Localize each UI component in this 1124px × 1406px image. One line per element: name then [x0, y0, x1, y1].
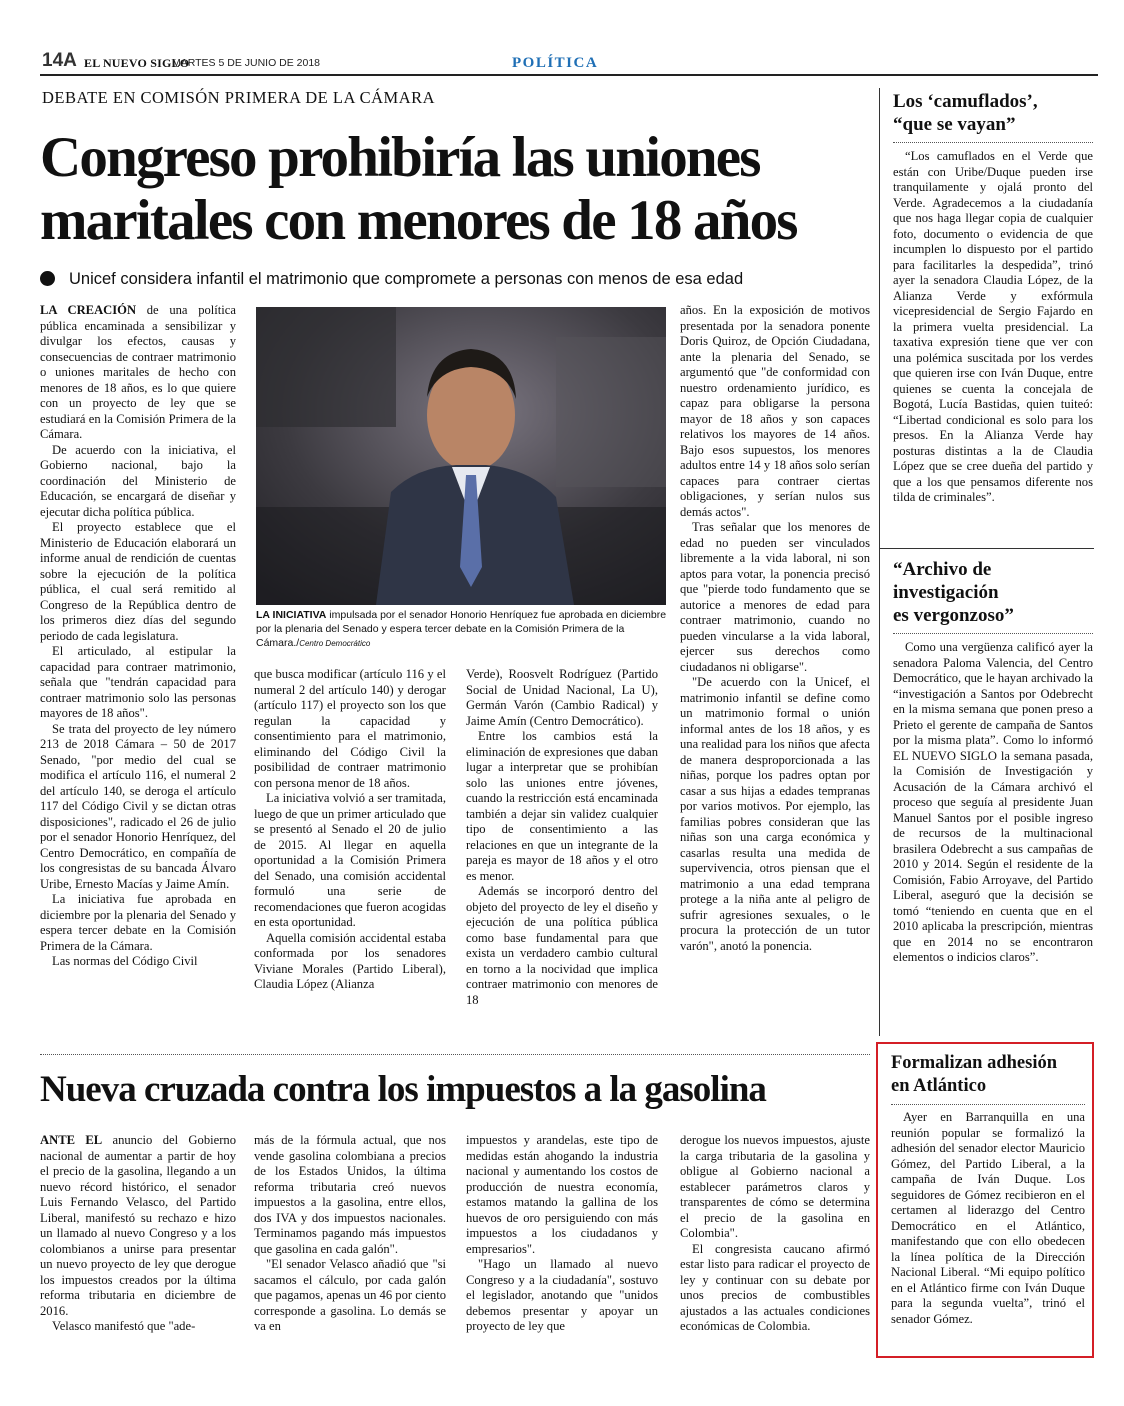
- paragraph: [40, 303, 236, 443]
- paragraph: Las normas del Código Civil: [52, 954, 198, 968]
- second-column-2: [254, 1133, 446, 1335]
- paragraph: Tras señalar que los menores de edad no pueden ser vinculados libremente a la vida laboral, ni son aptos para votar, la ponencia precisó que "pierde todo fundamento que se autorice a menores de edad para contraer matrimonio, cuando no pueden vincularse a la vida laboral, ejercer sus derechos como ciudadanos ni obligarse".: [680, 520, 870, 674]
- caption-text: impulsada por el senador Honorio Henríquez fue aprobada en diciembre por la plenaria del Senado y espera tercer debate en la Comisión Primera de la Cámara./: [256, 609, 667, 649]
- page-number: 14A: [42, 50, 77, 71]
- sidebar-title-line: “Archivo de: [893, 559, 992, 580]
- sidebar-box-camuflados: [893, 90, 1093, 506]
- sidebar-rule: [879, 88, 880, 548]
- story-divider: [40, 1054, 870, 1055]
- sidebar-title-line: Formalizan adhesión: [891, 1053, 1057, 1073]
- sidebar-text: [891, 1110, 1085, 1327]
- sidebar-box-rule: [880, 548, 1094, 549]
- paragraph: [40, 1133, 236, 1319]
- paragraph: derogue los nuevos impuestos, ajuste la carga tributaria de la gasolina y obligue al Gobierno nacional a establecer parámetros claros y transparentes de cómo se determina el precio de la gasolina en Colombia".: [680, 1133, 870, 1240]
- paragraph: La iniciativa volvió a ser tramitada, luego de que un primer articulado que se presentó al Senado el 20 de julio de 2015. Al llegar en aquella oportunidad a la Comisión Primera del Senado, una comisión accidental formuló una serie de recomendaciones que fueron acogidas en esta oportunidad.: [254, 791, 446, 929]
- senator-photo-icon: [256, 307, 666, 605]
- main-headline: [40, 126, 860, 252]
- main-headline-line2: maritales con menores de 18 años: [40, 189, 797, 252]
- second-column-4: [680, 1133, 870, 1335]
- photo-caption: [256, 608, 668, 651]
- main-column-4: [680, 303, 870, 954]
- lead-caps: LA CREACIÓN: [40, 303, 137, 317]
- main-column-2: [254, 667, 446, 993]
- paragraph: De acuerdo con la iniciativa, el Gobierno nacional, bajo la coordinación del Ministerio de Educación, se encargará de diseñar y ejecutar dicha política pública.: [40, 442, 236, 519]
- sidebar-title-line: Los ‘camuflados’,: [893, 91, 1038, 112]
- paragraph: El articulado, al estipular la capacidad para contraer matrimonio, señala que "tendrán capacidad para contraer matrimonio solo las personas mayores de 18 años".: [40, 644, 236, 720]
- caption-lead: LA INICIATIVA: [256, 609, 327, 621]
- second-column-1: [40, 1133, 236, 1335]
- paragraph: Verde), Roosvelt Rodríguez (Partido Social de Unidad Nacional, La U), Germán Varón (Cambio Radical) y Jaime Amín (Centro Democrático).: [466, 667, 658, 728]
- sidebar-divider: [893, 142, 1093, 143]
- paragraph: Se trata del proyecto de ley número 213 de 2018 Cámara – 50 de 2017 Senado, "por medio del cual se modifica el artículo 116, el numeral 2 del artículo 140, se deroga el artículo 117 del Código Civil y se dictan otras disposiciones", radicado el 26 de julio por el senador Honorio Henríquez, del Centro Democrático, en compañía de los congresistas de su bancada Álvaro Uribe, Ernesto Macías y Jaime Amín.: [40, 721, 236, 891]
- paragraph: “Los camuflados en el Verde que están con Uribe/Duque pueden irse tranquilamente y ojalá pronto del Verde. Agradecemos a la ciudadanía que nos haga llegar copia de cualquier foto, documento o evidencia de que incumplen lo dispuesto por el partido para facilitarles la despedida”, trinó ayer la senadora Claudia López, de la Alianza Verde y exfórmula vicepresidencial de Sergio Fajardo en la primera vuelta presidencial. La taxativa expresión tiene que ver con una polémica suscitada por los verdes que quieren irse con Iván Duque, entre quienes se cuenta la concejala de Bogotá, Lucía Bastidas, quien tuiteó: “Libertad condicional es solo para los presos. En la Alianza Verde hay posturas distintas a la de Claudia López que se cree dueña del partido y que a los que pensamos diferente nos tilda de criminales”.: [893, 149, 1093, 504]
- paragraph: "De acuerdo con la Unicef, el matrimonio infantil se define como un matrimonio formal o unión informal antes de los 18 años, y es una realidad para los niños que afecta de manera desproporcionada a las niñas, porque los padres optan por casar a sus hijas a edades tempranas por varios motivos. Por ejemplo, las familias pobres consideran que las niñas son una carga económica y casarlas resulta una medida de supervivencia, otros piensan que el matrimonio a una edad temprana protege a la niña ante al peligro de sufrir agresiones sexuales, o le procura la protección de un tutor varón", anotó la ponencia.: [680, 675, 870, 953]
- sidebar-box-archivo: [893, 558, 1093, 966]
- main-column-3: [466, 667, 658, 1008]
- paragraph: años. En la exposición de motivos presentada por la senadora ponente Doris Quiroz, de Opción Ciudadana, ante la plenaria del Senado, se argumentó que "de conformidad con nuestro ordenamiento jurídico, es capaz para obligarse la persona mayor de 18 años y son capaces relativos los mayores de 14 años. Bajo esos supuestos, los menores adultos entre 14 y 18 años solo serían capaces para contraer ciertas obligaciones, y serían nulos sus demás actos".: [680, 303, 870, 519]
- paragraph: El congresista caucano afirmó estar listo para radicar el proyecto de ley y continuar con su debate por unos precios de combustibles ajustados a las actuales condiciones económicas de Colombia.: [680, 1241, 870, 1333]
- second-headline: Nueva cruzada contra los impuestos a la gasolina: [40, 1069, 766, 1110]
- bullet-icon: [40, 271, 55, 286]
- main-headline-line1: Congreso prohibiría las uniones: [40, 126, 760, 189]
- paragraph-text: de una política pública encaminada a sensibilizar y divulgar los efectos, causas y consecuencias de contraer matrimonio o uniones maritales de hecho con menores de 18 años, es lo que quiere con un proyecto de ley que se estudiará en la Comisión Primera de la Cámara.: [40, 303, 236, 441]
- photo-senator: [256, 307, 666, 605]
- sidebar-rule: [879, 548, 880, 1036]
- paragraph: Como una vergüenza calificó ayer la senadora Paloma Valencia, del Centro Democrático, que le hayan archivado la “investigación a Santos por Odebrecht en la misma semana que ponen preso a Prieto el gerente de campaña de Santos por la misma plata”. Como lo informó EL NUEVO SIGLO la semana pasada, la Comisión de Investigación y Acusación de la Cámara archivó el proceso que seguía al presidente Juan Manuel Santos por el posible ingreso de recursos de la multinacional brasilera Odebrecht a sus campañas de 2010 y 2014. Según el residente de la Comisión, Fabio Arroyave, del Partido Liberal, aseguró que la decisión se tomó “teniendo en cuenta que en el 2010 aplicaba la prescripción, mientras que en 2014 no se encontraron elementos o indicios claros”.: [893, 640, 1094, 964]
- paragraph: "El senador Velasco añadió que "si sacamos el cálculo, por cada galón que pagamos, apenas un 46 por ciento corresponde a gasolina. Lo demás se va en: [254, 1257, 446, 1333]
- sidebar-title-line: es vergonzoso”: [893, 605, 1014, 626]
- sidebar-title-line: “que se vayan”: [893, 114, 1016, 135]
- newspaper-name: EL NUEVO SIGLO: [84, 56, 190, 70]
- sidebar-text: [893, 640, 1093, 966]
- sidebar-divider: [893, 633, 1093, 634]
- main-column-1: [40, 303, 236, 970]
- issue-date: MARTES 5 DE JUNIO DE 2018: [172, 57, 321, 69]
- header-rule: [40, 74, 1098, 76]
- paragraph: El proyecto establece que el Ministerio de Educación elaborará un informe anual de rendición de cuentas sobre la ejecución de la política pública, el cual será remitido al Congreso de la República dentro de los primeros diez días del segundo periodo de cada legislatura.: [40, 520, 236, 643]
- main-kicker: DEBATE EN COMISÓN PRIMERA DE LA CÁMARA: [42, 88, 436, 107]
- paragraph: Además se incorporó dentro del objeto del proyecto de ley el diseño y ejecución de una política pública como base fundamental para que exista un verdadero cambio cultural en torno a la nocividad que implica contraer matrimonio con menores de 18: [466, 884, 658, 1007]
- paragraph: Ayer en Barranquilla en una reunión popular se formalizó la adhesión del senador elector Mauricio Gómez, del Partido Liberal, a la campaña de Iván Duque. Los seguidores de Gómez recibieron en el certamen al liderazgo del Centro Democrático en el Atlántico, manifestando que con ello obedecen la línea política de la Dirección Nacional Liberal. “Mi equipo político en el Atlántico firme con Iván Duque para la segunda vuelta”, trinó el senador Gómez.: [891, 1110, 1085, 1326]
- paragraph: La iniciativa fue aprobada en diciembre por la plenaria del Senado y espera tercer debate en la Comisión Primera de la Cámara.: [40, 892, 236, 953]
- sidebar-title-line: en Atlántico: [891, 1076, 987, 1096]
- paragraph: Aquella comisión accidental estaba conformada por los senadores Viviane Morales (Partido Liberal), Claudia López (Alianza: [254, 930, 446, 991]
- paragraph: más de la fórmula actual, que nos vende gasolina colombiana a precios de los Estados Unidos, la última reforma tributaria creó nuevos impuestos a la gasolina, entre ellos, dos IVA y dos impuestos nacionales. Terminamos pagando más impuestos que gasolina en cada galón".: [254, 1133, 446, 1256]
- sidebar-divider: [891, 1104, 1085, 1105]
- sidebar-text: [893, 149, 1093, 506]
- section-label: POLÍTICA: [512, 55, 599, 71]
- sidebar-title-line: investigación: [893, 582, 999, 603]
- paragraph-text: anuncio del Gobierno nacional de aumentar a partir de hoy el precio de la gasolina, llegando a un nuevo récord histórico, el senador Luis Fernando Velasco, del Partido Liberal, manifestó su rechazo e hizo un llamado al nuevo Congreso y a los colombianos a unirse para presentar un nuevo proyecto de ley que derogue los impuestos creados por la última reforma tributaria en diciembre de 2016.: [40, 1133, 236, 1318]
- paragraph: "Hago un llamado al nuevo Congreso y a la ciudadanía", sostuvo el legislador, anotando que "unidos debemos presentar y apoyar un proyecto de ley que: [466, 1257, 658, 1333]
- paragraph: Entre los cambios está la eliminación de expresiones que daban lugar a interpretar que se prohibían solo las uniones entre jóvenes, cuando la restricción está encaminada también a dejar sin validez cualquier tipo de consentimiento a las relaciones en que un integrante de la pareja es mayor de 18 años y el otro es menor.: [466, 729, 658, 883]
- sidebar-title: [891, 1052, 1085, 1098]
- main-subdeck: [40, 270, 743, 289]
- paragraph: que busca modificar (artículo 116 y el numeral 2 del artículo 140) y derogar (artículo 117) el proyecto son los que regulan la capacidad y consentimiento para el matrimonio, eliminando del Código Civil la posibilidad de contraer matrimonio con persona menor de 18 años.: [254, 667, 446, 790]
- lead-caps: ANTE EL: [40, 1133, 103, 1147]
- second-column-3: [466, 1133, 658, 1335]
- paragraph: impuestos y arandelas, este tipo de medidas están ahogando la industria nacional y aumentando los costos de producción de nuestra economía, estamos matando la gallina de los huevos de oro persiguiendo con más impuestos a los ciudadanos y empresarios".: [466, 1133, 658, 1256]
- paragraph: Velasco manifestó que "ade-: [52, 1319, 196, 1333]
- sidebar-title: [893, 558, 1093, 627]
- photo-credit: Centro Democrático: [299, 639, 371, 648]
- sidebar-box-atlantico: [891, 1052, 1085, 1327]
- sidebar-title: [893, 90, 1093, 136]
- main-subdeck-text: Unicef considera infantil el matrimonio que compromete a personas con menos de esa edad: [69, 270, 744, 288]
